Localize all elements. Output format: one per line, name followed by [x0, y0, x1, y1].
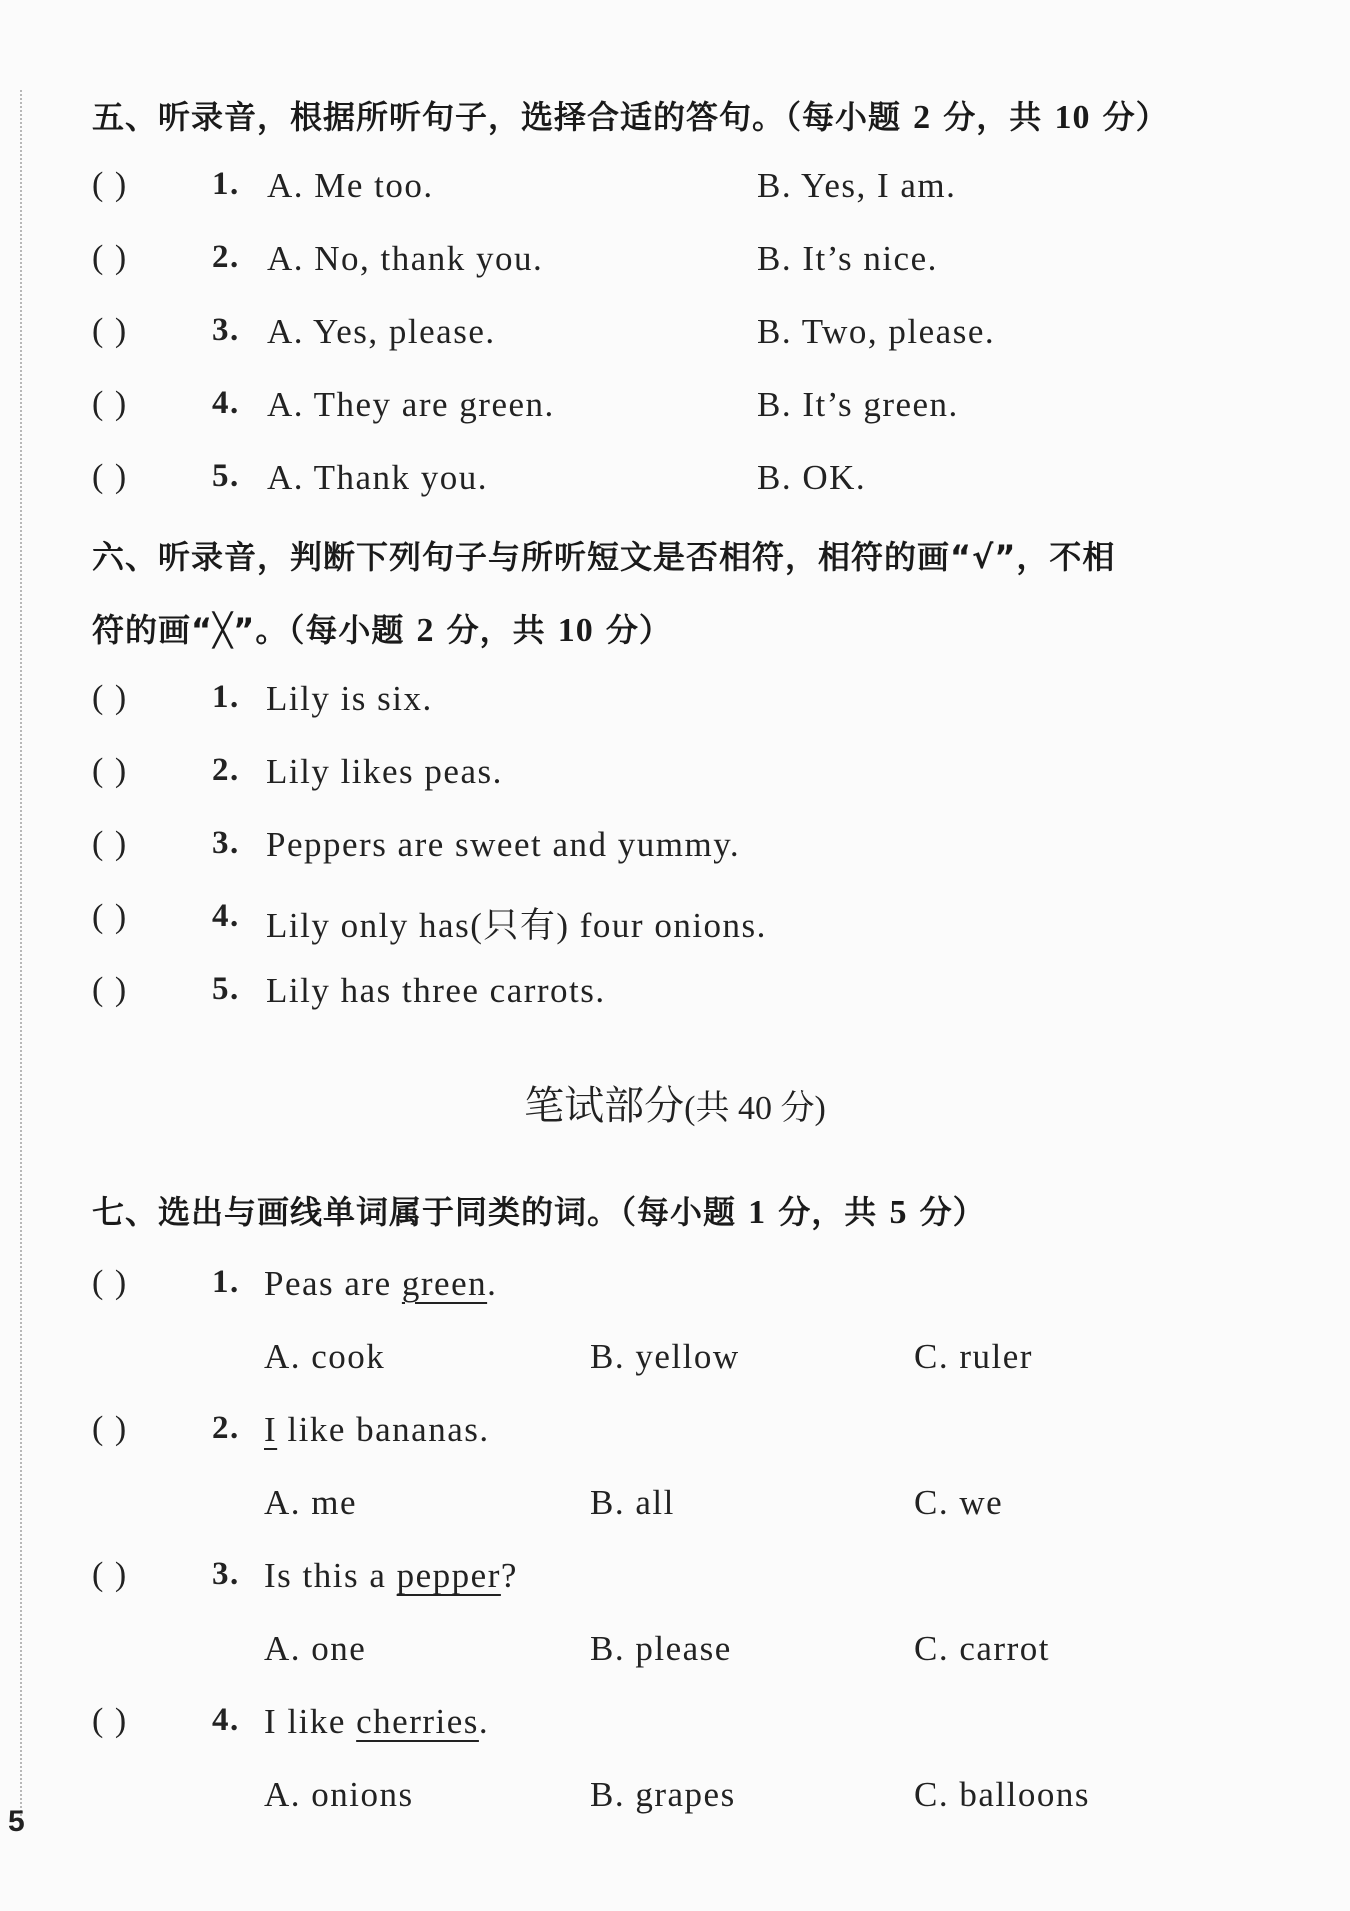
statement-text: Peppers are sweet and yummy. [266, 825, 741, 864]
section7-title-c: 分） [907, 1193, 986, 1231]
question-sentence [264, 1264, 497, 1304]
option-a: A. cook [264, 1337, 386, 1376]
question-number: 1. [212, 679, 240, 715]
section7-title-b: 分，共 [766, 1193, 890, 1231]
option-b: B. OK. [757, 458, 867, 497]
answer-paren[interactable]: ( ) [92, 458, 128, 495]
question-number: 2. [212, 752, 240, 788]
option-c: C. balloons [914, 1775, 1090, 1814]
option-c: C. we [914, 1483, 1004, 1522]
section7-options-4 [0, 1775, 1350, 1821]
answer-paren[interactable]: ( ) [92, 239, 128, 276]
question-number: 3. [212, 825, 240, 861]
sentence-post: ? [500, 1556, 518, 1595]
section6-item-5 [0, 971, 1350, 1017]
answer-paren[interactable]: ( ) [92, 385, 128, 422]
answer-paren[interactable]: ( ) [92, 825, 128, 862]
section7-options-1 [0, 1337, 1350, 1383]
section5-item-4 [0, 385, 1350, 431]
answer-paren[interactable]: ( ) [92, 312, 128, 349]
option-b: B. please [590, 1629, 732, 1668]
section7-options-2 [0, 1483, 1350, 1529]
section6-points: 2 [416, 612, 435, 649]
section5-item-3 [0, 312, 1350, 358]
underlined-word: green [401, 1264, 488, 1303]
option-a: A. one [264, 1629, 367, 1668]
statement-text: Lily only has(只有) four onions. [266, 906, 767, 945]
option-a: A. onions [264, 1775, 414, 1814]
option-b: B. all [590, 1483, 675, 1522]
section6-item-4 [0, 898, 1350, 944]
answer-paren[interactable]: ( ) [92, 1264, 128, 1301]
section7-points: 1 [748, 1194, 767, 1231]
written-subtitle: (共 40 分) [684, 1090, 826, 1127]
sentence-post: . [487, 1264, 498, 1303]
section7-heading [92, 1187, 986, 1233]
option-a: A. Thank you. [267, 458, 489, 497]
statement-text: Lily is six. [266, 679, 433, 718]
option-c: C. ruler [914, 1337, 1033, 1376]
section5-heading [92, 92, 1169, 138]
sentence-pre: Is this a [264, 1556, 397, 1595]
answer-paren[interactable]: ( ) [92, 679, 128, 716]
answer-paren[interactable]: ( ) [92, 1702, 128, 1739]
option-a: A. me [264, 1483, 358, 1522]
section5-total: 10 [1054, 99, 1091, 136]
question-number: 5. [212, 971, 240, 1007]
answer-paren[interactable]: ( ) [92, 166, 128, 203]
answer-paren[interactable]: ( ) [92, 971, 128, 1008]
option-b: B. It’s nice. [757, 239, 938, 278]
section5-title-c: 分） [1090, 98, 1169, 136]
section7-title-a: 七、选出与画线单词属于同类的词。（每小题 [92, 1193, 749, 1231]
section7-item-2 [0, 1410, 1350, 1456]
answer-paren[interactable]: ( ) [92, 898, 128, 935]
statement-text: Lily likes peas. [266, 752, 503, 791]
option-b: B. Yes, I am. [757, 166, 957, 205]
written-part-title [0, 1074, 1350, 1131]
answer-paren[interactable]: ( ) [92, 752, 128, 789]
section5-title-b: 分，共 [931, 98, 1055, 136]
section5-points: 2 [913, 99, 932, 136]
option-b: B. It’s green. [757, 385, 959, 424]
question-sentence [264, 1702, 489, 1742]
section6-heading-line1: 六、听录音，判断下列句子与所听短文是否相符，相符的画“√”，不相 [92, 538, 1116, 576]
option-b: B. Two, please. [757, 312, 996, 351]
section7-options-3 [0, 1629, 1350, 1675]
page-number: 5 [8, 1805, 25, 1838]
option-b: B. grapes [590, 1775, 736, 1814]
option-a: A. No, thank you. [267, 239, 544, 278]
section7-item-3 [0, 1556, 1350, 1602]
statement-text: Lily has three carrots. [266, 971, 606, 1010]
answer-paren[interactable]: ( ) [92, 1410, 128, 1447]
question-number: 2. [212, 1410, 240, 1446]
option-a: A. Yes, please. [267, 312, 496, 351]
section6-item-1 [0, 679, 1350, 725]
option-b: B. yellow [590, 1337, 740, 1376]
question-number: 2. [212, 239, 240, 275]
question-number: 1. [212, 1264, 240, 1300]
option-a: A. Me too. [267, 166, 434, 205]
question-number: 4. [212, 898, 240, 934]
underlined-word: I [264, 1410, 278, 1449]
question-number: 5. [212, 458, 240, 494]
written-title: 笔试部分 [524, 1083, 685, 1129]
section5-item-1 [0, 166, 1350, 212]
question-sentence [264, 1410, 490, 1450]
section5-title-a: 五、听录音，根据所听句子，选择合适的答句。（每小题 [92, 98, 914, 136]
section6-title-c: 分） [593, 611, 672, 649]
question-number: 3. [212, 1556, 240, 1592]
section6-title-a: 符的画“╳”。（每小题 [92, 611, 417, 649]
sentence-post: like bananas. [277, 1410, 490, 1449]
question-number: 3. [212, 312, 240, 348]
section7-total: 5 [889, 1194, 908, 1231]
section7-item-4 [0, 1702, 1350, 1748]
sentence-post: . [478, 1702, 490, 1741]
section5-item-5 [0, 458, 1350, 504]
section6-item-2 [0, 752, 1350, 798]
sentence-pre: Peas are [264, 1264, 402, 1303]
section6-heading-line2 [92, 605, 672, 651]
section6-title-b: 分，共 [434, 611, 558, 649]
section6-total: 10 [557, 612, 594, 649]
question-number: 4. [212, 385, 240, 421]
question-sentence [264, 1556, 518, 1596]
section7-item-1 [0, 1264, 1350, 1310]
question-number: 4. [212, 1702, 240, 1738]
section6-item-3 [0, 825, 1350, 871]
sentence-pre: I like [264, 1702, 357, 1741]
question-number: 1. [212, 166, 240, 202]
option-c: C. carrot [914, 1629, 1050, 1668]
option-a: A. They are green. [267, 385, 555, 424]
section5-item-2 [0, 239, 1350, 285]
answer-paren[interactable]: ( ) [92, 1556, 128, 1593]
underlined-word: cherries [356, 1702, 479, 1741]
underlined-word: pepper [396, 1556, 501, 1595]
